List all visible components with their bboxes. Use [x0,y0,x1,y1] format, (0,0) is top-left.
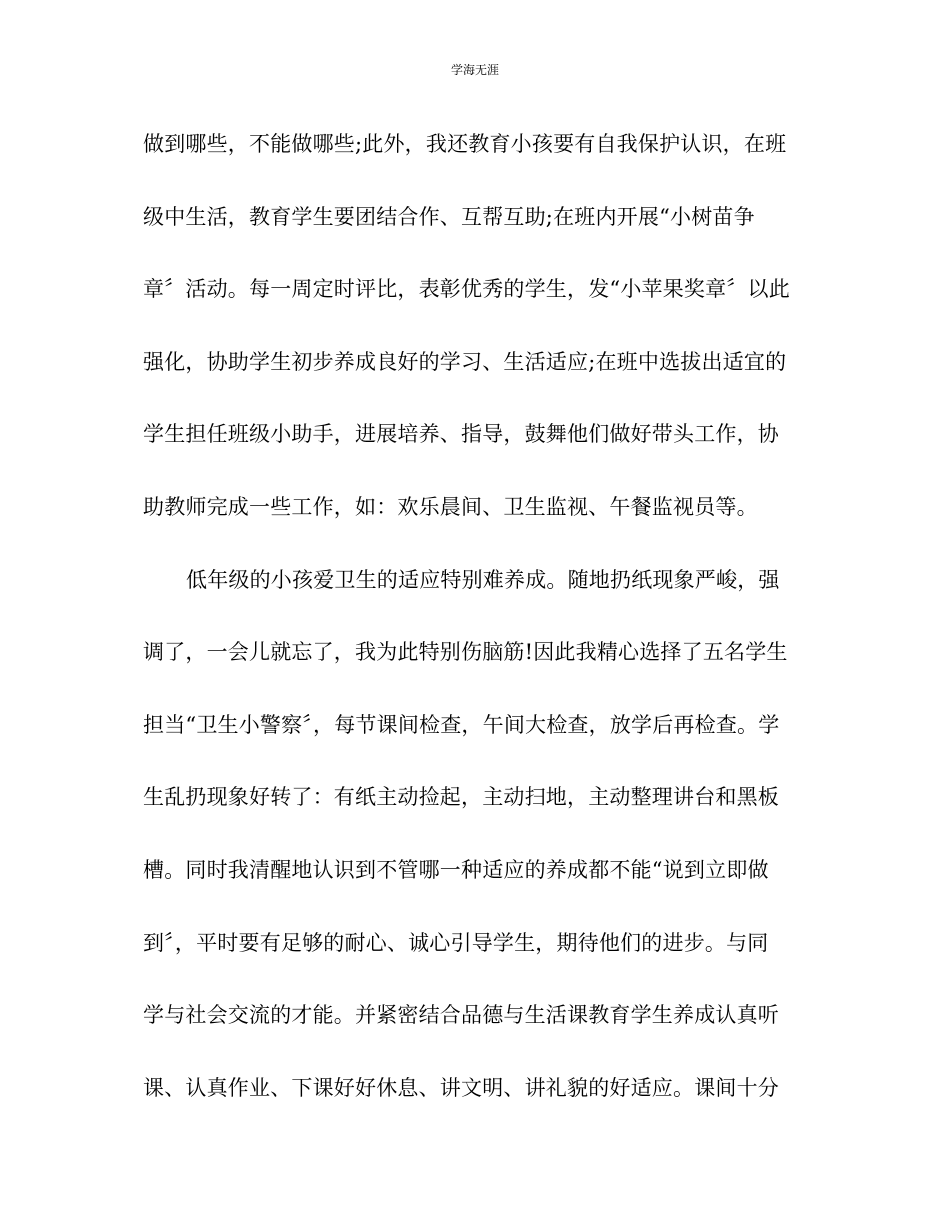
text-line: 调了，一会儿就忘了，我为此特别伤脑筋!因此我精心选择了五名学生 [143,640,788,665]
text-line: 做到哪些，不能做哪些;此外，我还教育小孩要有自我保护认识，在班 [143,132,787,156]
page-header [0,62,950,78]
text-line: 级中生活，教育学生要团结合作、互帮互助;在班内开展“小树苗争 [143,204,755,229]
text-line: 担当“卫生小警察〞，每节课间检查，午间大检查，放学后再检查。学 [143,712,780,737]
text-line: 强化，协助学生初步养成良好的学习、生活适应;在班中选拔出适宜的 [143,349,787,374]
text-line: 槽。同时我清醒地认识到不管哪一种适应的养成都不能“说到立即做 [143,857,769,882]
text-line: 到〞，平时要有足够的耐心、诚心引导学生，期待他们的进步。与同 [143,930,769,955]
document-body [143,122,813,1138]
text-line: 章〞活动。每一周定时评比，表彰优秀的学生，发“小苹果奖章〞以此 [143,277,790,302]
text-line: 助教师完成一些工作，如：欢乐晨间、卫生监视、午餐监视员等。 [143,494,758,519]
paragraph-2 [143,558,813,1139]
text-line: 课、认真作业、下课好好休息、讲文明、讲礼貌的好适应。课间十分 [143,1075,779,1100]
text-line: 学生担任班级小助手，进展培养、指导，鼓舞他们做好带头工作，协 [143,422,779,447]
text-line: 生乱扔现象好转了：有纸主动捡起，主动扫地，主动整理讲台和黑板 [143,785,779,810]
text-line-first: 低年级的小孩爱卫生的适应特别难养成。随地扔纸现象严峻，强 [186,567,780,592]
paragraph-1 [143,122,813,558]
header-title: 学海无涯 [450,63,499,77]
text-line: 学与社会交流的才能。并紧密结合品德与生活课教育学生养成认真听 [143,1003,779,1028]
